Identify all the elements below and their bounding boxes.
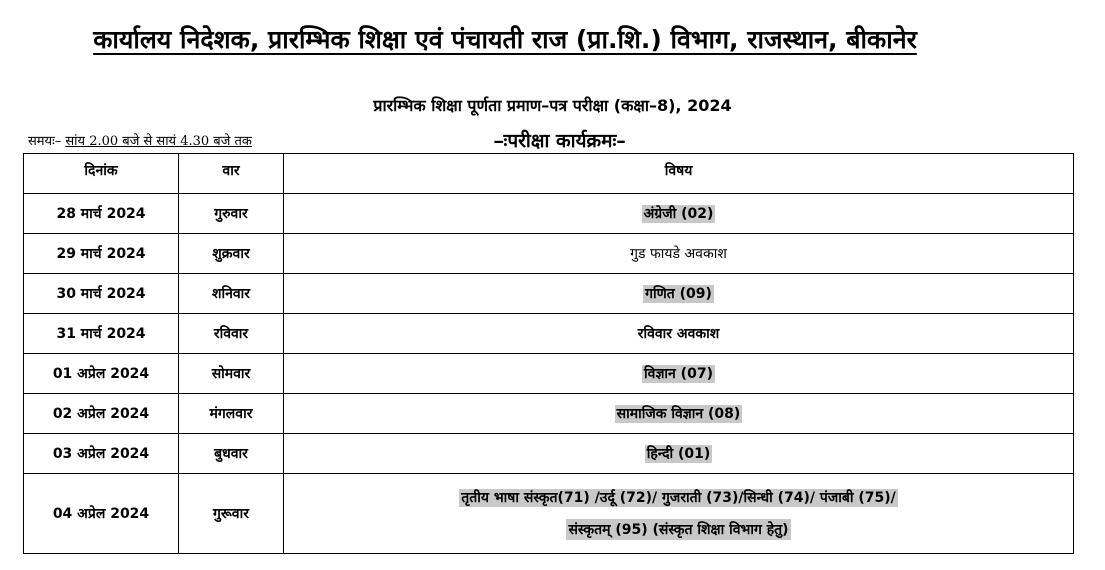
row-subject bbox=[284, 194, 1074, 234]
row-day: मंगलवार bbox=[179, 394, 284, 434]
row-date: 28 मार्च 2024 bbox=[24, 194, 179, 234]
row-subject bbox=[284, 314, 1074, 354]
table-row bbox=[24, 314, 1074, 354]
row-subject bbox=[284, 354, 1074, 394]
row-subject bbox=[284, 434, 1074, 474]
row-date: 31 मार्च 2024 bbox=[24, 314, 179, 354]
header-subject: विषय bbox=[284, 154, 1074, 194]
row-subject bbox=[284, 474, 1074, 554]
time-label: समयः– bbox=[28, 134, 62, 149]
row-subject bbox=[284, 394, 1074, 434]
row-day: शनिवार bbox=[179, 274, 284, 314]
table-row bbox=[24, 354, 1074, 394]
row-day: बुधवार bbox=[179, 434, 284, 474]
table-row bbox=[24, 234, 1074, 274]
subject-text-line2: संस्कृतम् (95) (संस्कृत शिक्षा विभाग हेतु) bbox=[566, 519, 790, 540]
subject-text: अंग्रेजी (02) bbox=[643, 206, 714, 222]
row-date: 04 अप्रेल 2024 bbox=[24, 474, 179, 554]
time-value: सांय 2.00 बजे से सायं 4.30 बजे तक bbox=[65, 134, 252, 149]
subject-text-line1: तृतीय भाषा संस्कृत(71) /उर्दू (72)/ गुजराती (73)/सिन्धी (74)/ पंजाबी (75)/ bbox=[461, 489, 896, 506]
exam-schedule-table bbox=[23, 153, 1074, 554]
row-subject bbox=[284, 274, 1074, 314]
table-row bbox=[24, 474, 1074, 554]
subject-text: हिन्दी (01) bbox=[646, 446, 711, 462]
program-label: –ःपरीक्षा कार्यक्रमः– bbox=[494, 130, 626, 152]
row-date: 01 अप्रेल 2024 bbox=[24, 354, 179, 394]
row-day: सोमवार bbox=[179, 354, 284, 394]
row-day: गुरूवार bbox=[179, 474, 284, 554]
header-date: दिनांक bbox=[24, 154, 179, 194]
table-header-row bbox=[24, 154, 1074, 194]
table-row bbox=[24, 434, 1074, 474]
subject-text: गणित (09) bbox=[645, 286, 712, 302]
table-row bbox=[24, 194, 1074, 234]
subject-text: सामाजिक विज्ञान (08) bbox=[616, 406, 741, 422]
subject-text: गुड फायडे अवकाश bbox=[630, 246, 727, 262]
exam-title: प्रारम्भिक शिक्षा पूर्णता प्रमाण–पत्र परीक्षा (कक्षा–8), 2024 bbox=[373, 96, 732, 115]
row-day: रविवार bbox=[179, 314, 284, 354]
header-day: वार bbox=[179, 154, 284, 194]
row-day: गुरुवार bbox=[179, 194, 284, 234]
exam-time bbox=[28, 131, 252, 149]
row-date: 30 मार्च 2024 bbox=[24, 274, 179, 314]
row-day: शुक्रवार bbox=[179, 234, 284, 274]
subject-text: विज्ञान (07) bbox=[644, 366, 713, 382]
row-date: 03 अप्रेल 2024 bbox=[24, 434, 179, 474]
subject-text: रविवार अवकाश bbox=[637, 326, 720, 342]
office-title: कार्यालय निदेशक, प्रारम्भिक शिक्षा एवं पंचायती राज (प्रा.शि.) विभाग, राजस्थान, बीकानेर bbox=[93, 25, 917, 54]
row-date: 02 अप्रेल 2024 bbox=[24, 394, 179, 434]
row-date: 29 मार्च 2024 bbox=[24, 234, 179, 274]
table-row bbox=[24, 394, 1074, 434]
row-subject bbox=[284, 234, 1074, 274]
table-row bbox=[24, 274, 1074, 314]
